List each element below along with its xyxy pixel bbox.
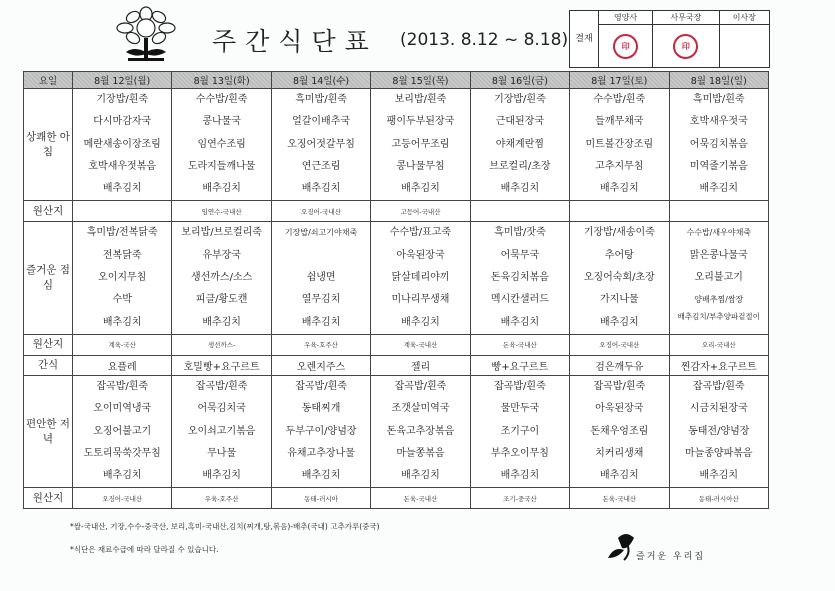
- snack-cell: 오렌지주스: [271, 355, 370, 375]
- dish: 어묵김치볶음: [689, 138, 748, 150]
- dish: 부추오이무침: [490, 447, 549, 459]
- origin-cell: 우육-호주산: [271, 334, 370, 355]
- origin-cell: 돈육-국내산: [470, 334, 569, 355]
- menu-cell: [470, 222, 569, 334]
- day-header: 8월 15일(목): [371, 72, 470, 89]
- dish: 수수밥/흰죽: [195, 94, 248, 105]
- approval-signature: [719, 25, 769, 68]
- day-header: 8월 18일(일): [669, 72, 768, 89]
- dish: 수수밥/표고죽: [389, 227, 452, 239]
- dish: 잡곡밥/흰죽: [195, 380, 248, 392]
- dish: 배추김치: [600, 316, 639, 328]
- approval-signature: [599, 25, 653, 68]
- origin-cell: 생선까스-: [172, 334, 271, 355]
- dish: 동태전/양념장: [688, 425, 750, 437]
- dish: 미역줄기볶음: [689, 160, 748, 172]
- dish: 동태찌개: [301, 403, 341, 415]
- dish: 호박새우젓국: [689, 116, 748, 128]
- menu-cell: [669, 375, 768, 487]
- dish: 콩나물무침: [396, 160, 445, 172]
- menu-cell: [570, 222, 669, 334]
- dish: 생선까스/소스: [190, 272, 253, 284]
- dish: 잡곡밥/흰죽: [96, 380, 149, 392]
- dish: 배추김치: [301, 316, 341, 328]
- snack-cell: 검은깨두유: [570, 355, 669, 375]
- dish: 배추김치: [699, 183, 739, 195]
- origin-footnote: *쌀-국내산, 기장,수수-중국산, 보리,흑미-국내산,김치(찌개,탕,볶음)-배추(국내) 고추가루(중국): [70, 522, 380, 531]
- page-title: 주간식단표: [212, 27, 378, 56]
- dish: 배추김치: [202, 470, 241, 482]
- snack-cell: 호밀빵+요구르트: [172, 355, 271, 375]
- origin-cell: 동태-러시아: [271, 488, 370, 509]
- approval-signature: [653, 25, 719, 68]
- dish: 잡곡밥/흰죽: [692, 380, 745, 392]
- flower-logo-icon: [108, 6, 184, 62]
- dish: 배추김치: [600, 183, 639, 195]
- dish: 브로컬리/초장: [489, 160, 551, 172]
- dish: 야채계란찜: [495, 138, 545, 150]
- dish: 배추김치: [401, 316, 440, 328]
- dish: 흑미밥/잣죽: [494, 227, 546, 239]
- dish: 양배추찜/쌈장: [694, 295, 744, 305]
- menu-cell: [371, 375, 470, 487]
- dish: 잡곡밥/흰죽: [494, 380, 546, 392]
- dish: 오이쇠고기볶음: [187, 425, 256, 437]
- menu-cell: [271, 89, 370, 201]
- dish: 어묵김치국: [197, 403, 246, 415]
- lunch-row: [24, 222, 769, 334]
- dish: 기장밥/흰죽: [494, 94, 546, 105]
- menu-cell: [172, 375, 271, 487]
- dish: 오이지무침: [98, 272, 147, 284]
- dish: 아욱된장국: [396, 249, 445, 261]
- meal-label: 편안한 저녁: [24, 375, 73, 487]
- origin-label: 원산지: [24, 334, 73, 355]
- origin-cell: 동태-러시아산: [669, 488, 768, 509]
- dish: 고등어무조림: [391, 138, 450, 150]
- dish: 흑미밥/흰죽: [295, 94, 347, 105]
- dish: 도토리묵쑥갓무침: [83, 447, 161, 459]
- menu-cell: [172, 222, 271, 334]
- origin-cell: 오징어-국내산: [73, 488, 172, 509]
- dish: 미트볼간장조림: [585, 138, 654, 150]
- dish: 근대된장국: [495, 116, 545, 128]
- menu-cell: [172, 89, 271, 201]
- origin-cell: 오징어-국내산: [570, 334, 669, 355]
- dish: 쉼냉면: [306, 272, 336, 284]
- dish: 얼갈이배추국: [292, 116, 351, 128]
- dish: 배추김치: [102, 316, 142, 328]
- origin-cell: 우육-호주산: [172, 488, 271, 509]
- red-seal-stamp: 印: [613, 34, 638, 59]
- dish: 아욱된장국: [595, 403, 644, 415]
- menu-cell: [271, 222, 370, 334]
- dish: 흑미밥/흰죽: [692, 94, 745, 105]
- notice-footnote: *식단은 재료수급에 따라 달라질 수 있습니다.: [70, 545, 219, 554]
- origin-cell: [73, 201, 172, 222]
- dish: 가지나물: [600, 294, 639, 306]
- snack-cell: 요플레: [73, 355, 172, 375]
- menu-cell: [371, 89, 470, 201]
- origin-cell: 오징어-국내산: [271, 201, 370, 222]
- dish: 멕시칸샐러드: [490, 294, 549, 306]
- dish: 시금치된장국: [689, 403, 748, 415]
- approval-role: 사무국장: [653, 11, 719, 25]
- origin-row: [24, 334, 769, 355]
- dish: 어묵무국: [500, 249, 540, 261]
- origin-cell: 조기-중국산: [470, 488, 569, 509]
- dish: 수수밥/새우야채죽: [686, 228, 752, 238]
- dish: 전복닭죽: [102, 249, 142, 261]
- dish: 오징어불고기: [93, 425, 152, 437]
- dish: 마늘종양파볶음: [684, 447, 753, 459]
- dish: 맑은콩나물국: [689, 249, 748, 261]
- menu-cell: [271, 375, 370, 487]
- dish: 돈육고추장볶음: [386, 425, 455, 437]
- origin-cell: [470, 201, 569, 222]
- dish: 배추김치: [401, 470, 440, 482]
- approval-role: 영양사: [599, 11, 653, 25]
- origin-cell: 임연수-국내산: [172, 201, 271, 222]
- origin-cell: 고등어-국내산: [371, 201, 470, 222]
- dish: 배추김치/부추양파겉절이: [677, 311, 760, 321]
- dish: 배추김치: [500, 316, 540, 328]
- dish: 오이미역냉국: [93, 403, 152, 415]
- dinner-row: [24, 375, 769, 487]
- dish: 잡곡밥/흰죽: [394, 380, 447, 392]
- dish: 돈채우엉조림: [590, 425, 649, 437]
- dish: 피클/황도캔: [195, 294, 248, 306]
- menu-cell: [669, 89, 768, 201]
- dish: 보리밥/브로컬리죽: [181, 227, 262, 239]
- menu-cell: [470, 375, 569, 487]
- day-header-row: [24, 72, 769, 89]
- origin-cell: 돈육-국내산: [570, 488, 669, 509]
- origin-row: [24, 488, 769, 509]
- dish: 닭살데리야끼: [391, 272, 450, 284]
- red-seal-stamp: 印: [673, 34, 698, 59]
- menu-cell: [73, 222, 172, 334]
- dish: 오리불고기: [694, 272, 743, 284]
- approval-role: 이사장: [719, 11, 769, 25]
- dish: 배추김치: [500, 470, 540, 482]
- dish: 보리밥/흰죽: [394, 94, 447, 105]
- origin-cell: 계육-국산: [73, 334, 172, 355]
- dish: 배추김치: [102, 183, 142, 195]
- dish: 수수밥/흰죽: [593, 94, 646, 105]
- dish: 메란새송이장조림: [83, 138, 161, 150]
- dish: 배추김치: [699, 470, 739, 482]
- origin-cell: [570, 201, 669, 222]
- origin-cell: [669, 201, 768, 222]
- dish: 돈육김치볶음: [490, 272, 549, 284]
- dish: 배추김치: [102, 470, 142, 482]
- snack-cell: 젤리: [371, 355, 470, 375]
- dish: 기장밥/쇠고기야채죽: [284, 228, 358, 238]
- menu-cell: [570, 89, 669, 201]
- origin-cell: 계육-국내산: [371, 334, 470, 355]
- approval-box: [569, 10, 770, 68]
- weekly-menu-table: [23, 71, 769, 509]
- dish: 유부장국: [202, 249, 241, 261]
- dish: 배추김치: [202, 316, 241, 328]
- dish: 배추김치: [401, 183, 440, 195]
- brand-name: 즐거운 우리집: [636, 552, 706, 562]
- dish: 임연수조림: [197, 138, 246, 150]
- date-range: (2013. 8.12 ~ 8.18): [400, 30, 569, 50]
- menu-cell: [73, 375, 172, 487]
- meal-label: 상쾌한 아침: [24, 89, 73, 201]
- dish: 미나리무생채: [391, 294, 450, 306]
- menu-cell: [669, 222, 768, 334]
- approval-label: 결재: [570, 11, 599, 68]
- snack-row: [24, 355, 769, 375]
- dish: 흑미밥/전복닭죽: [86, 227, 158, 239]
- origin-label: 원산지: [24, 201, 73, 222]
- origin-row: [24, 201, 769, 222]
- dish: 고추지무침: [595, 160, 644, 172]
- corner-cell: 요일: [24, 72, 73, 89]
- dish: 기장밥/새송이죽: [583, 227, 655, 239]
- day-header: 8월 14일(수): [271, 72, 370, 89]
- dish: 배추김치: [600, 470, 639, 482]
- breakfast-row: [24, 89, 769, 201]
- meal-label: 즐거운 점심: [24, 222, 73, 334]
- snack-cell: 빵+요구르트: [470, 355, 569, 375]
- dish: 두부구이/양념장: [285, 425, 357, 437]
- dish: 배추김치: [202, 183, 241, 195]
- day-header: 8월 17일(토): [570, 72, 669, 89]
- dish: 치커리생채: [595, 447, 644, 459]
- dish: 조기구이: [500, 425, 540, 437]
- dish: 도라지들깨나물: [187, 160, 256, 172]
- dish: 잡곡밥/흰죽: [295, 380, 347, 392]
- dish: 배추김치: [500, 183, 540, 195]
- day-header: 8월 13일(화): [172, 72, 271, 89]
- dish: 마늘쫑볶음: [396, 447, 445, 459]
- menu-cell: [73, 89, 172, 201]
- dish: 호박새우젓볶음: [88, 160, 157, 172]
- origin-label: 원산지: [24, 488, 73, 509]
- dish: 유채고추장나물: [287, 447, 355, 459]
- dish: 오징어숙회/초장: [583, 272, 655, 284]
- snack-cell: 찐감자+요구르트: [669, 355, 768, 375]
- dish: 추어탕: [604, 249, 634, 261]
- dish: 수박: [112, 294, 132, 306]
- dish: [272, 245, 370, 267]
- dish: 잡곡밥/흰죽: [593, 380, 646, 392]
- dish: 팽이두부된장국: [386, 116, 455, 128]
- dish: 열무김치: [301, 294, 341, 306]
- dish: 연근조림: [301, 160, 341, 172]
- dish: 콩나물국: [202, 116, 241, 128]
- dish: 기장밥/흰죽: [96, 94, 149, 105]
- origin-cell: 오리-국내산: [669, 334, 768, 355]
- dish: 배추김치: [301, 183, 341, 195]
- dish: 무나물: [207, 447, 237, 459]
- dish: 조갯살미역국: [391, 403, 450, 415]
- dish: 다시마감자국: [93, 116, 152, 128]
- menu-cell: [570, 375, 669, 487]
- day-header: 8월 16일(금): [470, 72, 569, 89]
- day-header: 8월 12일(월): [73, 72, 172, 89]
- menu-cell: [371, 222, 470, 334]
- dish: 오징어젓갈무침: [287, 138, 355, 150]
- dish: 물만두국: [500, 403, 540, 415]
- dish: 배추김치: [301, 470, 341, 482]
- origin-cell: 돈육-국내산: [371, 488, 470, 509]
- menu-cell: [470, 89, 569, 201]
- meal-label: 간식: [24, 355, 73, 375]
- dish: 들깨무채국: [595, 116, 644, 128]
